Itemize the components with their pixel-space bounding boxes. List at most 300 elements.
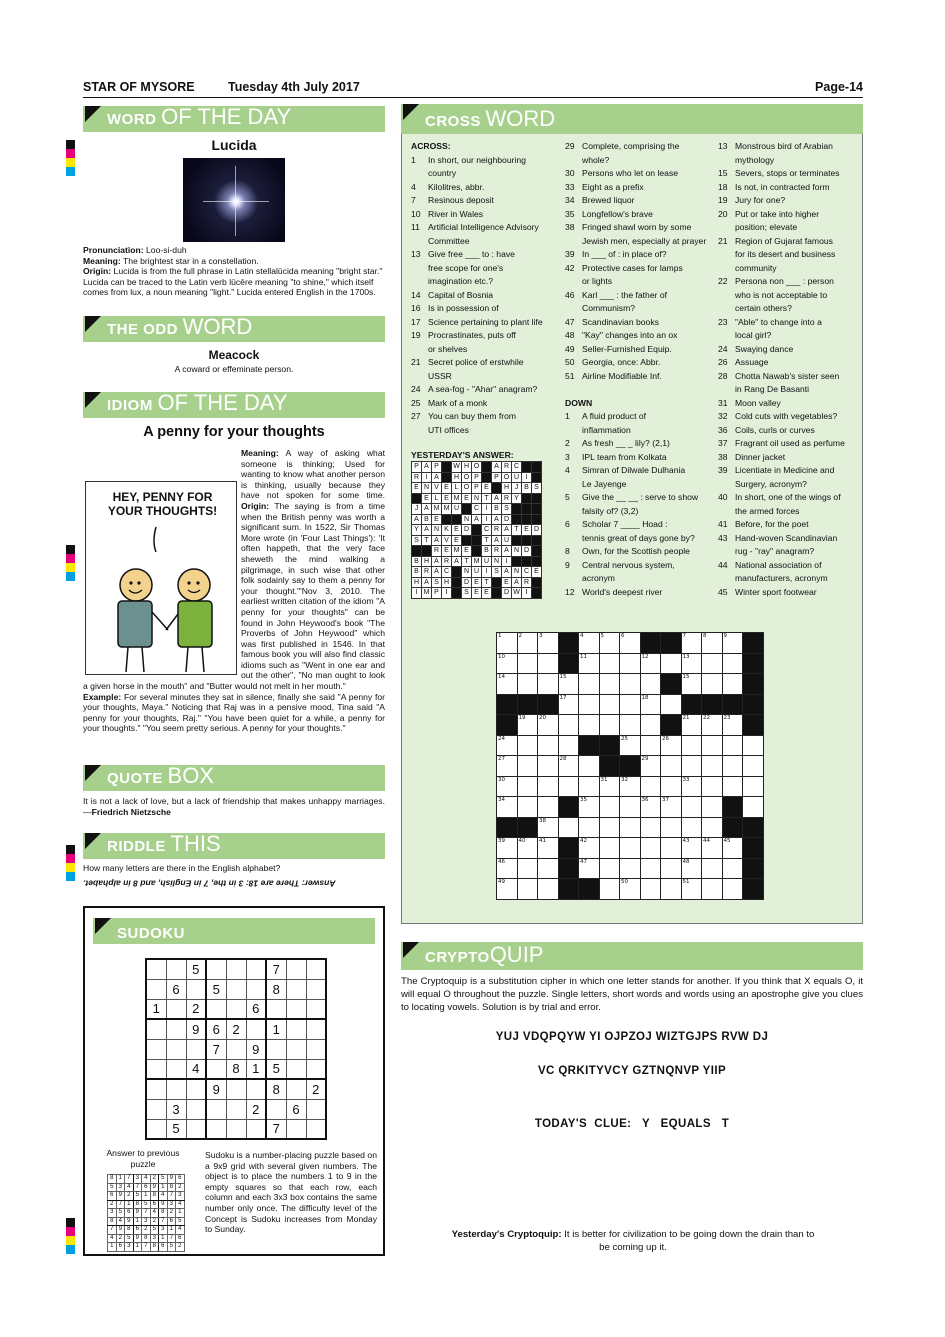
sudoku-cell[interactable] xyxy=(166,999,186,1019)
clue-line: 16 Is in possession of xyxy=(411,303,499,313)
sudoku-cell[interactable]: 2 xyxy=(306,1079,326,1099)
crossword-cell[interactable] xyxy=(640,817,661,838)
yesterday-cell: S xyxy=(462,588,472,599)
print-marks xyxy=(66,545,75,581)
crossword-cell[interactable]: 28 xyxy=(558,756,579,777)
crossword-cell[interactable] xyxy=(661,817,682,838)
crossword-cell[interactable] xyxy=(661,858,682,879)
yesterday-cell: M xyxy=(452,493,462,504)
crossword-cell[interactable]: 30 xyxy=(497,776,518,797)
crossword-cell[interactable] xyxy=(579,715,600,736)
sudoku-cell[interactable] xyxy=(246,1019,266,1039)
sudoku-cell[interactable]: 7 xyxy=(266,1119,286,1139)
crossword-cell[interactable]: 46 xyxy=(497,858,518,879)
sudoku-cell[interactable] xyxy=(306,1039,326,1059)
crossword-cell[interactable] xyxy=(599,653,620,674)
sudoku-cell[interactable] xyxy=(306,979,326,999)
crossword-cell[interactable]: 31 xyxy=(599,776,620,797)
sudoku-cell[interactable]: 7 xyxy=(206,1039,226,1059)
crossword-cell xyxy=(661,674,682,695)
crossword-cell[interactable]: 51 xyxy=(681,879,702,900)
crossword-cell[interactable]: 9 xyxy=(722,633,743,654)
crossword-cell[interactable] xyxy=(661,879,682,900)
crossword-cell[interactable]: 41 xyxy=(538,838,559,859)
sudoku-cell[interactable] xyxy=(266,1099,286,1119)
crossword-cell[interactable] xyxy=(702,858,723,879)
crossword-cell[interactable] xyxy=(702,735,723,756)
sudoku-cell[interactable] xyxy=(146,1039,166,1059)
crossword-cell[interactable] xyxy=(538,674,559,695)
crossword-cell[interactable] xyxy=(538,858,559,879)
sudoku-cell[interactable] xyxy=(286,1039,306,1059)
sudoku-cell[interactable] xyxy=(146,959,166,979)
sudoku-cell[interactable]: 1 xyxy=(146,999,166,1019)
crossword-cell[interactable] xyxy=(743,797,764,818)
crossword-cell[interactable] xyxy=(681,797,702,818)
sudoku-answer-cell: 1 xyxy=(159,1234,168,1243)
yesterday-cell: E xyxy=(482,483,492,494)
sudoku-cell[interactable] xyxy=(206,999,226,1019)
sudoku-cell[interactable]: 2 xyxy=(226,1019,246,1039)
sudoku-cell[interactable] xyxy=(286,999,306,1019)
crossword-cell[interactable] xyxy=(599,817,620,838)
crossword-cell[interactable] xyxy=(640,838,661,859)
yesterday-cell: N xyxy=(512,567,522,578)
sudoku-answer-cell: 8 xyxy=(159,1209,168,1218)
crossword-cell[interactable] xyxy=(538,797,559,818)
crossword-cell[interactable] xyxy=(517,858,538,879)
crossword-cell[interactable] xyxy=(620,715,641,736)
crossword-cell[interactable]: 24 xyxy=(497,735,518,756)
yesterday-cell: N xyxy=(512,546,522,557)
crossword-cell[interactable] xyxy=(599,879,620,900)
crossword-cell[interactable] xyxy=(620,797,641,818)
sudoku-cell[interactable]: 6 xyxy=(286,1099,306,1119)
crossword-cell[interactable] xyxy=(702,797,723,818)
sudoku-answer-cell: 1 xyxy=(133,1243,142,1252)
crossword-cell xyxy=(497,715,518,736)
clue-line: 38 Dinner jacket xyxy=(718,451,786,462)
crossword-cell[interactable]: 22 xyxy=(702,715,723,736)
crossword-cell[interactable]: 44 xyxy=(702,838,723,859)
sudoku-cell[interactable] xyxy=(246,959,266,979)
sudoku-cell[interactable]: 5 xyxy=(186,959,206,979)
crossword-cell[interactable] xyxy=(640,858,661,879)
sudoku-cell[interactable]: 5 xyxy=(266,1059,286,1079)
crossword-cell[interactable] xyxy=(599,797,620,818)
crossword-cell[interactable] xyxy=(743,776,764,797)
yesterday-cell: I xyxy=(522,472,532,483)
yesterday-cell: E xyxy=(522,525,532,536)
crossword-cell[interactable]: 10 xyxy=(497,653,518,674)
crossword-cell[interactable] xyxy=(517,756,538,777)
yesterday-cell: A xyxy=(422,525,432,536)
sudoku-cell[interactable] xyxy=(166,1019,186,1039)
crossword-cell[interactable] xyxy=(620,838,641,859)
crossword-cell[interactable]: 35 xyxy=(579,797,600,818)
crossword-cell[interactable] xyxy=(620,653,641,674)
sudoku-cell[interactable] xyxy=(226,1079,246,1099)
crossword-cell[interactable] xyxy=(640,674,661,695)
crossword-cell[interactable] xyxy=(640,735,661,756)
crossword-cell[interactable] xyxy=(681,817,702,838)
crossword-cell[interactable]: 42 xyxy=(579,838,600,859)
crossword-cell[interactable] xyxy=(661,776,682,797)
sudoku-cell[interactable]: 4 xyxy=(186,1059,206,1079)
sudoku-answer-cell: 6 xyxy=(108,1192,117,1201)
sudoku-cell[interactable] xyxy=(206,1119,226,1139)
sudoku-cell[interactable] xyxy=(166,1039,186,1059)
crossword-cell[interactable]: 1 xyxy=(497,633,518,654)
crossword-cell[interactable]: 25 xyxy=(620,735,641,756)
crossword-cell[interactable]: 50 xyxy=(620,879,641,900)
sudoku-cell[interactable]: 9 xyxy=(206,1079,226,1099)
sudoku-cell[interactable] xyxy=(266,1039,286,1059)
sudoku-cell[interactable] xyxy=(206,1099,226,1119)
sudoku-cell[interactable] xyxy=(146,1099,166,1119)
crossword-cell[interactable]: 15 xyxy=(558,674,579,695)
sudoku-cell[interactable]: 5 xyxy=(166,1119,186,1139)
yesterday-cell xyxy=(532,504,542,515)
sudoku-cell[interactable] xyxy=(146,1119,166,1139)
yesterday-cell xyxy=(512,504,522,515)
sudoku-cell[interactable] xyxy=(146,979,166,999)
crossword-cell[interactable] xyxy=(620,817,641,838)
crossword-cell[interactable] xyxy=(722,735,743,756)
sudoku-cell[interactable]: 2 xyxy=(186,999,206,1019)
sudoku-cell[interactable] xyxy=(146,1059,166,1079)
yesterday-cell: A xyxy=(472,514,482,525)
sudoku-cell[interactable] xyxy=(306,1059,326,1079)
crossword-cell[interactable] xyxy=(702,674,723,695)
sudoku-cell[interactable] xyxy=(246,1079,266,1099)
yesterday-cell: P xyxy=(492,472,502,483)
sudoku-cell[interactable]: 8 xyxy=(226,1059,246,1079)
clue-line: position; elevate xyxy=(735,222,798,232)
clue-line: 1 In short, our neighbouring xyxy=(411,154,526,165)
crossword-cell[interactable] xyxy=(579,776,600,797)
crossword-cell[interactable] xyxy=(517,735,538,756)
crossword-cell[interactable] xyxy=(517,674,538,695)
crossword-cell[interactable] xyxy=(579,817,600,838)
crossword-cell[interactable]: 15 xyxy=(681,674,702,695)
sudoku-cell[interactable] xyxy=(166,1059,186,1079)
crossword-cell[interactable]: 47 xyxy=(579,858,600,879)
yesterday-cell: U xyxy=(482,556,492,567)
crossword-cell[interactable] xyxy=(538,756,559,777)
sudoku-cell[interactable]: 1 xyxy=(246,1059,266,1079)
clue-line: 12 World's deepest river xyxy=(565,586,663,597)
sudoku-answer-cell: 9 xyxy=(133,1234,142,1243)
crossword-cell[interactable] xyxy=(517,653,538,674)
crossword-cell[interactable]: 34 xyxy=(497,797,518,818)
clue-line: 9 Central nervous system, xyxy=(565,559,675,570)
crossword-cell[interactable] xyxy=(558,817,579,838)
sudoku-cell[interactable]: 7 xyxy=(266,959,286,979)
crossword-cell[interactable] xyxy=(538,776,559,797)
sudoku-cell[interactable]: 6 xyxy=(246,999,266,1019)
sudoku-cell[interactable] xyxy=(226,999,246,1019)
sudoku-cell[interactable] xyxy=(286,1059,306,1079)
sudoku-cell[interactable]: 2 xyxy=(246,1099,266,1119)
sudoku-cell[interactable] xyxy=(306,959,326,979)
crossword-cell[interactable] xyxy=(702,653,723,674)
sudoku-cell[interactable] xyxy=(186,1079,206,1099)
crossword-cell[interactable] xyxy=(517,776,538,797)
clue-line: 6 Scholar 7 ____ Hoad : xyxy=(565,519,668,529)
yesterday-cell: H xyxy=(452,472,462,483)
crossword-cell[interactable]: 39 xyxy=(497,838,518,859)
crossword-cell[interactable]: 45 xyxy=(722,838,743,859)
crossword-cell[interactable]: 2 xyxy=(517,633,538,654)
crossword-cell[interactable]: 5 xyxy=(599,633,620,654)
sudoku-cell[interactable]: 9 xyxy=(246,1039,266,1059)
crossword-cell[interactable] xyxy=(579,756,600,777)
yesterday-cell: C xyxy=(522,567,532,578)
crossword-cell[interactable] xyxy=(579,674,600,695)
sudoku-cell[interactable] xyxy=(206,1059,226,1079)
sudoku-answer-cell: 2 xyxy=(142,1226,151,1235)
clue-line: 36 Coils, curls or curves xyxy=(718,424,815,435)
crossword-cell[interactable] xyxy=(599,674,620,695)
yesterday-cell: V xyxy=(432,483,442,494)
crossword-cell[interactable]: 32 xyxy=(620,776,641,797)
sudoku-answer-cell: 7 xyxy=(167,1234,176,1243)
sudoku-cell[interactable] xyxy=(286,1019,306,1039)
yesterday-cell: U xyxy=(502,535,512,546)
crossword-cell[interactable] xyxy=(722,879,743,900)
clue-line: 32 Cold cuts with vegetables? xyxy=(718,411,838,421)
sudoku-cell[interactable]: 6 xyxy=(206,1019,226,1039)
crossword-cell[interactable]: 4 xyxy=(579,633,600,654)
crossword-cell[interactable] xyxy=(538,653,559,674)
clue-line: community xyxy=(735,262,777,273)
crossword-cell[interactable] xyxy=(517,879,538,900)
sudoku-cell[interactable]: 6 xyxy=(166,979,186,999)
crossword-cell[interactable] xyxy=(640,715,661,736)
crossword-cell[interactable]: 7 xyxy=(681,633,702,654)
sudoku-answer-cell: 6 xyxy=(133,1226,142,1235)
sudoku-cell[interactable] xyxy=(306,999,326,1019)
sudoku-cell[interactable] xyxy=(306,1119,326,1139)
sudoku-answer-cell: 4 xyxy=(150,1209,159,1218)
crossword-cell[interactable] xyxy=(743,756,764,777)
crossword-cell[interactable]: 12 xyxy=(640,653,661,674)
crossword-cell[interactable] xyxy=(702,776,723,797)
crossword-cell[interactable]: 19 xyxy=(517,715,538,736)
sudoku-cell[interactable] xyxy=(266,999,286,1019)
sudoku-cell[interactable] xyxy=(286,979,306,999)
clue-line: 50 Georgia, once: Abbr. xyxy=(565,357,661,367)
yesterday-cell xyxy=(532,462,542,473)
yesterday-cell: A xyxy=(512,577,522,588)
crossword-cell[interactable] xyxy=(558,715,579,736)
sudoku-cell[interactable]: 9 xyxy=(186,1019,206,1039)
crossword-cell xyxy=(558,838,579,859)
sudoku-cell[interactable] xyxy=(226,1119,246,1139)
sudoku-cell[interactable]: 1 xyxy=(266,1019,286,1039)
sudoku-cell[interactable] xyxy=(186,979,206,999)
sudoku-cell[interactable] xyxy=(286,959,306,979)
quote-text: It is not a lack of love, but a lack of friendship that makes unhappy marriages.—Friedrich Nietzsche xyxy=(83,796,385,817)
crossword-cell[interactable]: 17 xyxy=(558,694,579,715)
yesterday-cell xyxy=(412,493,422,504)
crossword-cell[interactable]: 14 xyxy=(497,674,518,695)
crossword-cell[interactable] xyxy=(599,838,620,859)
crossword-cell[interactable] xyxy=(702,756,723,777)
crossword-cell[interactable]: 11 xyxy=(579,653,600,674)
clue-line: 5 Give the __ __ : serve to show xyxy=(565,492,699,502)
crossword-cell[interactable] xyxy=(681,735,702,756)
crossword-cell[interactable]: 18 xyxy=(640,694,661,715)
crossword-cell[interactable] xyxy=(538,879,559,900)
clue-line: 13 Give free ___ to : have xyxy=(411,249,515,259)
crossword-cell[interactable]: 23 xyxy=(722,715,743,736)
crossword-cell[interactable] xyxy=(722,674,743,695)
yesterday-cell: R xyxy=(412,472,422,483)
sudoku-cell[interactable] xyxy=(146,1019,166,1039)
crossword-cell[interactable] xyxy=(722,756,743,777)
sudoku-answer-cell: 3 xyxy=(176,1192,185,1201)
crossword-cell[interactable]: 37 xyxy=(661,797,682,818)
yesterday-cell: A xyxy=(432,556,442,567)
sudoku-cell[interactable] xyxy=(166,1079,186,1099)
yesterday-cell: P xyxy=(472,483,482,494)
yesterday-cell xyxy=(532,493,542,504)
crossword-cell[interactable] xyxy=(599,715,620,736)
crossword-cell[interactable] xyxy=(661,756,682,777)
yesterday-cell: M xyxy=(472,556,482,567)
crossword-cell[interactable] xyxy=(558,776,579,797)
crossword-cell[interactable] xyxy=(722,858,743,879)
crossword-cell[interactable] xyxy=(620,858,641,879)
sudoku-answer-cell: 1 xyxy=(108,1243,117,1252)
crossword-cell[interactable] xyxy=(640,879,661,900)
sudoku-cell[interactable] xyxy=(206,959,226,979)
sudoku-cell[interactable] xyxy=(166,959,186,979)
sudoku-cell[interactable] xyxy=(186,1119,206,1139)
yesterday-cell: A xyxy=(452,556,462,567)
yesterday-cell: A xyxy=(432,472,442,483)
crossword-cell[interactable]: 40 xyxy=(517,838,538,859)
yesterday-cell: N xyxy=(422,483,432,494)
crossword-cell[interactable] xyxy=(702,817,723,838)
crossword-grid[interactable] xyxy=(496,632,764,900)
crossword-cell[interactable]: 48 xyxy=(681,858,702,879)
sudoku-cell[interactable]: 5 xyxy=(206,979,226,999)
crossword-cell[interactable] xyxy=(661,653,682,674)
sudoku-cell[interactable] xyxy=(286,1119,306,1139)
crossword-cell[interactable] xyxy=(702,879,723,900)
yesterday-cell: R xyxy=(502,493,512,504)
clue-line: 10 River in Wales xyxy=(411,208,484,219)
sudoku-cell[interactable] xyxy=(146,1079,166,1099)
sudoku-answer-label: Answer to previous puzzle xyxy=(106,1148,180,1169)
sudoku-cell[interactable] xyxy=(246,979,266,999)
sudoku-cell[interactable] xyxy=(186,1099,206,1119)
sudoku-answer-cell: 2 xyxy=(176,1183,185,1192)
crossword-cell[interactable] xyxy=(558,735,579,756)
crossword-cell[interactable] xyxy=(538,735,559,756)
crossword-cell[interactable] xyxy=(599,694,620,715)
yesterday-cell: T xyxy=(482,577,492,588)
crossword-cell[interactable] xyxy=(579,694,600,715)
yesterday-cell: N xyxy=(432,525,442,536)
crossword-cell[interactable] xyxy=(640,776,661,797)
sudoku-cell[interactable] xyxy=(226,959,246,979)
crossword-cell xyxy=(743,817,764,838)
yesterday-cell: A xyxy=(502,546,512,557)
crossword-cell[interactable] xyxy=(620,674,641,695)
crossword-cell[interactable] xyxy=(681,756,702,777)
sudoku-answer-cell: 5 xyxy=(116,1209,125,1218)
crossword-cell[interactable] xyxy=(722,653,743,674)
crossword-cell xyxy=(743,838,764,859)
crossword-cell xyxy=(743,633,764,654)
sudoku-cell[interactable] xyxy=(306,1019,326,1039)
crossword-cell[interactable]: 43 xyxy=(681,838,702,859)
crossword-cell[interactable]: 26 xyxy=(661,735,682,756)
crossword-cell[interactable]: 29 xyxy=(640,756,661,777)
yesterday-cell: E xyxy=(442,483,452,494)
crossword-cell xyxy=(702,694,723,715)
crossword-cell[interactable]: 38 xyxy=(538,817,559,838)
sudoku-cell[interactable] xyxy=(186,1039,206,1059)
crossword-cell[interactable]: 20 xyxy=(538,715,559,736)
sudoku-cell[interactable] xyxy=(246,1119,266,1139)
crossword-cell[interactable]: 27 xyxy=(497,756,518,777)
sudoku-answer-cell: 7 xyxy=(142,1209,151,1218)
yesterday-cell: I xyxy=(482,504,492,515)
sudoku-answer-cell: 4 xyxy=(176,1200,185,1209)
sudoku-cell[interactable] xyxy=(226,1099,246,1119)
clue-line: 14 Capital of Bosnia xyxy=(411,289,493,300)
yesterday-cell: H xyxy=(412,577,422,588)
sudoku-answer-cell: 8 xyxy=(108,1217,117,1226)
crossword-cell[interactable]: 33 xyxy=(681,776,702,797)
crossword-cell[interactable]: 21 xyxy=(681,715,702,736)
sudoku-cell[interactable] xyxy=(306,1099,326,1119)
crossword-cell[interactable]: 49 xyxy=(497,879,518,900)
sudoku-cell[interactable] xyxy=(226,979,246,999)
sudoku-cell[interactable] xyxy=(286,1079,306,1099)
crossword-cell[interactable]: 3 xyxy=(538,633,559,654)
crossword-cell[interactable] xyxy=(722,776,743,797)
crossword-cell[interactable] xyxy=(743,735,764,756)
crossword-cell[interactable]: 6 xyxy=(620,633,641,654)
paper-name: STAR OF MYSORE xyxy=(83,80,195,94)
crossword-cell[interactable]: 8 xyxy=(702,633,723,654)
crossword-cell[interactable] xyxy=(620,694,641,715)
sudoku-cell[interactable]: 3 xyxy=(166,1099,186,1119)
yesterday-cell: J xyxy=(512,483,522,494)
sudoku-cell[interactable]: 8 xyxy=(266,979,286,999)
crossword-cell[interactable] xyxy=(599,858,620,879)
issue-date: Tuesday 4th July 2017 xyxy=(228,80,360,94)
sudoku-cell[interactable]: 8 xyxy=(266,1079,286,1099)
word-of-day-band: WORD OF THE DAY xyxy=(83,106,385,132)
crossword-cell[interactable]: 36 xyxy=(640,797,661,818)
page-header xyxy=(83,78,863,98)
sudoku-cell[interactable] xyxy=(226,1039,246,1059)
crossword-cell[interactable]: 13 xyxy=(681,653,702,674)
yesterday-cell: E xyxy=(412,483,422,494)
crossword-cell[interactable] xyxy=(517,797,538,818)
crossword-cell[interactable] xyxy=(661,694,682,715)
crossword-cell[interactable] xyxy=(661,838,682,859)
yesterday-cell: D xyxy=(462,525,472,536)
yesterday-cryptoquip: Yesterday's Cryptoquip: It is better for civilization to be going down the drain than to be coming up it. xyxy=(451,1229,815,1253)
